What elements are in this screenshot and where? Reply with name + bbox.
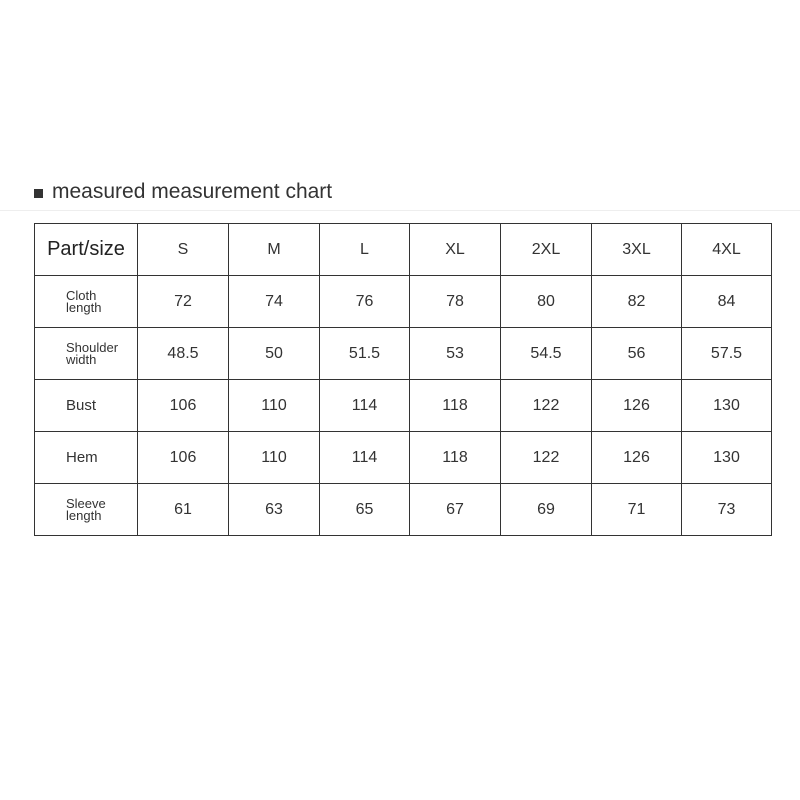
table-cell: 61 [138, 484, 229, 536]
divider [0, 210, 800, 211]
size-header: S [138, 224, 229, 276]
square-bullet-icon [34, 189, 43, 198]
row-label-cloth-length [35, 276, 138, 328]
row-label-hem: Hem [35, 432, 138, 484]
table-cell: 122 [501, 432, 592, 484]
size-header: M [229, 224, 320, 276]
table-cell: 50 [229, 328, 320, 380]
size-chart-table [34, 223, 772, 536]
table-cell: 114 [320, 432, 410, 484]
table-cell: 130 [682, 432, 772, 484]
size-header: 2XL [501, 224, 592, 276]
table-cell: 130 [682, 380, 772, 432]
row-label-line: Cloth [66, 287, 97, 303]
table-cell: 80 [501, 276, 592, 328]
row-label-shoulder-width [35, 328, 138, 380]
table-cell: 63 [229, 484, 320, 536]
table-cell: 118 [410, 432, 501, 484]
table-cell: 51.5 [320, 328, 410, 380]
row-label-line: Sleeve [66, 495, 106, 511]
table-cell: 78 [410, 276, 501, 328]
table-cell: 71 [592, 484, 682, 536]
table-cell: 76 [320, 276, 410, 328]
row-label-line: width [66, 351, 97, 367]
table-cell: 48.5 [138, 328, 229, 380]
table-cell: 106 [138, 432, 229, 484]
row-label-sleeve-length [35, 484, 138, 536]
table-row [35, 276, 772, 328]
table-cell: 126 [592, 432, 682, 484]
table-cell: 122 [501, 380, 592, 432]
table-row [35, 328, 772, 380]
table-cell: 54.5 [501, 328, 592, 380]
size-header: XL [410, 224, 501, 276]
table-cell: 73 [682, 484, 772, 536]
table-cell: 65 [320, 484, 410, 536]
table-row [35, 484, 772, 536]
row-label-line: length [66, 299, 102, 315]
table-cell: 84 [682, 276, 772, 328]
table-cell: 110 [229, 432, 320, 484]
table-cell: 69 [501, 484, 592, 536]
table-row [35, 432, 772, 484]
table-cell: 110 [229, 380, 320, 432]
row-label-bust: Bust [35, 380, 138, 432]
row-label-line: Shoulder [66, 339, 119, 355]
chart-heading [34, 177, 332, 207]
table-cell: 74 [229, 276, 320, 328]
corner-header: Part/size [35, 224, 138, 276]
table-cell: 106 [138, 380, 229, 432]
table-cell: 57.5 [682, 328, 772, 380]
table-cell: 126 [592, 380, 682, 432]
size-header: 3XL [592, 224, 682, 276]
table-cell: 72 [138, 276, 229, 328]
table-cell: 114 [320, 380, 410, 432]
table-cell: 118 [410, 380, 501, 432]
table-cell: 53 [410, 328, 501, 380]
header-row [35, 224, 772, 276]
table-cell: 56 [592, 328, 682, 380]
size-header: L [320, 224, 410, 276]
table-cell: 82 [592, 276, 682, 328]
size-header: 4XL [682, 224, 772, 276]
table-cell: 67 [410, 484, 501, 536]
chart-title: measured measurement chart [52, 180, 333, 203]
row-label-line: length [66, 507, 102, 523]
table-row [35, 380, 772, 432]
